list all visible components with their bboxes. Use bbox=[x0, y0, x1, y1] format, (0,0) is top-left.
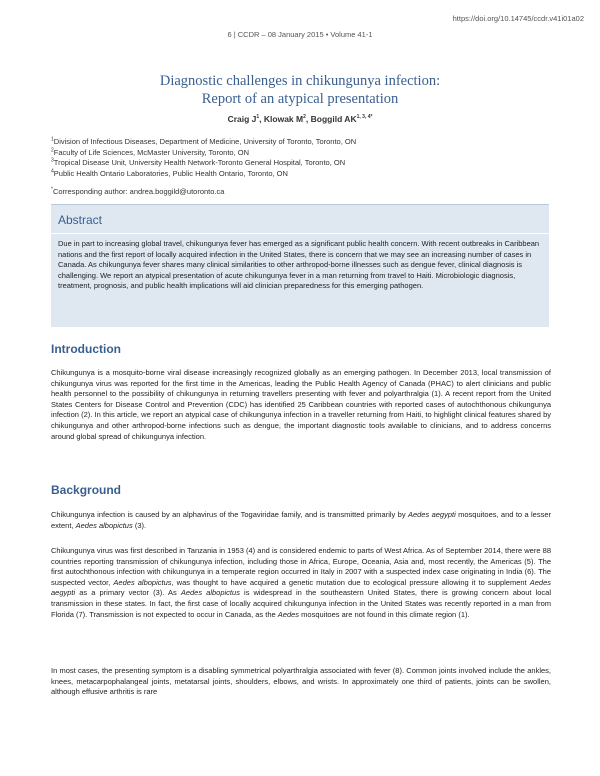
running-head: 6 | CCDR – 08 January 2015 • Volume 41-1 bbox=[227, 30, 373, 39]
author-list: Craig $J^1$, Klowak $M^2$, Boggild $AK^{1, 3, 4*}$ bbox=[227, 114, 373, 124]
author-name: Klowak M bbox=[263, 114, 304, 124]
introduction-paragraph: Chikungunya is a mosquito-borne viral disease increasingly recognized globally as an emerging pathogen. In December 2013, local transmission of chikungunya virus was reported for the first time in the Americas, leading the Public Health Agency of Canada (PHAC) to alert clinicians and public health personnel to the possibility of chikungunya in returning travellers presenting with fever and polyarthralgia (1). A recent report from the United States Centers for Disease Control and Prevention (CDC) has identified 25 Caribbean countries with reported cases of autochthonous chikungunya infection (2). In this article, we report an atypical case of chikungunya infection in a traveller returning from Haiti, to highlight clinical features shared by chikungunya and other arthropod-borne infections such as dengue, the important diagnostic tools available to clinicians, and to address concerns around global spread of chikungunya infection. bbox=[51, 368, 551, 441]
introduction-heading: Introduction bbox=[51, 342, 121, 356]
abstract-text: Due in part to increasing global travel, chikungunya fever has emerged as a significant public health concern. With recent outbreaks in Caribbean nations and the first report of locally acquired infection in the United States, there is concern that we may see an increasing number of cases in Canada. As chikungunya fever shares many clinical similarities to other arthropod-borne illnesses such as dengue fever, clinical diagnosis is challenging. We report an atypical presentation of acute chikungunya fever in a man returning from travel to Haiti. Microbiologic diagnosis, treatment, prognosis, and public health implications will aid clinician preparedness for this emerging pathogen. bbox=[58, 239, 540, 291]
article-title bbox=[0, 72, 600, 108]
affiliation: $^4$Public Health Ontario Laboratories, Public Health Ontario, Toronto, ON bbox=[51, 168, 288, 178]
author-sup: 1, 3, 4* bbox=[356, 114, 373, 121]
title-line-1: Diagnostic challenges in chikungunya infection: bbox=[159, 73, 441, 89]
abstract-heading: Abstract bbox=[51, 205, 549, 234]
background-paragraph-3: In most cases, the presenting symptom is a disabling symmetrical polyarthralgia associated with fever (8). Common joints involved include the ankles, knees, metacarpophalangeal joints, metatarsal joints, shoulders, elbows, and wrists. In approximately one third of patients, joints can be swollen, although effusive arthritis is rare bbox=[51, 666, 551, 697]
title-line-2: Report of an atypical presentation bbox=[201, 91, 399, 107]
doi-link[interactable]: https://doi.org/10.14745/ccdr.v41i01a02 bbox=[452, 14, 584, 23]
affiliation: $^3$Tropical Disease Unit, University Health Network-Toronto General Hospital, Toronto, ON bbox=[51, 157, 346, 168]
author-name: Craig J bbox=[227, 114, 257, 124]
author-name: Boggild AK bbox=[310, 114, 357, 124]
background-paragraph-1: Chikungunya infection is caused by an alphavirus of the Togaviridae family, and is transmitted primarily by Aedes aegypti mosquitoes, and to a lesser extent, Aedes albopictus (3). bbox=[51, 510, 551, 530]
corresponding-author: *Corresponding author: andrea.boggild@utoronto.ca bbox=[51, 186, 225, 196]
affiliation: $^1$Division of Infectious Diseases, Department of Medicine, University of Toronto, Toronto, ON bbox=[51, 136, 357, 146]
affiliation: $^2$Faculty of Life Sciences, McMaster University, Toronto, ON bbox=[51, 147, 249, 157]
abstract-box bbox=[51, 204, 549, 327]
background-heading: Background bbox=[51, 483, 122, 497]
author-sup: 2 bbox=[303, 114, 306, 121]
background-paragraph-2: Chikungunya virus was first described in Tanzania in 1953 (4) and is considered endemic to parts of West Africa. As of September 2014, there were 88 countries reporting transmission of chikungunya infection, including those in Africa, Europe, Oceania, Asia and, most recently, the Americas (5). The first autochthonous infection with chikungunya in a temperate region occurred in Italy in 2007 with a suspected index case originating in India (6). The suspected vector, Aedes albopictus, was thought to have acquired a genetic mutation due to ecological pressure allowing it to supplement Aedes aegypti as a primary vector (3). As Aedes albopictus is widespread in the southeastern United States, there is growing concern about local transmission in these states. In fact, the first case of locally acquired chikungunya infection in the United States was recently reported in a man from Florida (7). Transmission is not expected to occur in Canada, as the Aedes mosquitoes are not found in this climate region (1). bbox=[51, 546, 552, 619]
affiliations bbox=[51, 137, 356, 179]
author-sup: 1 bbox=[256, 114, 260, 121]
